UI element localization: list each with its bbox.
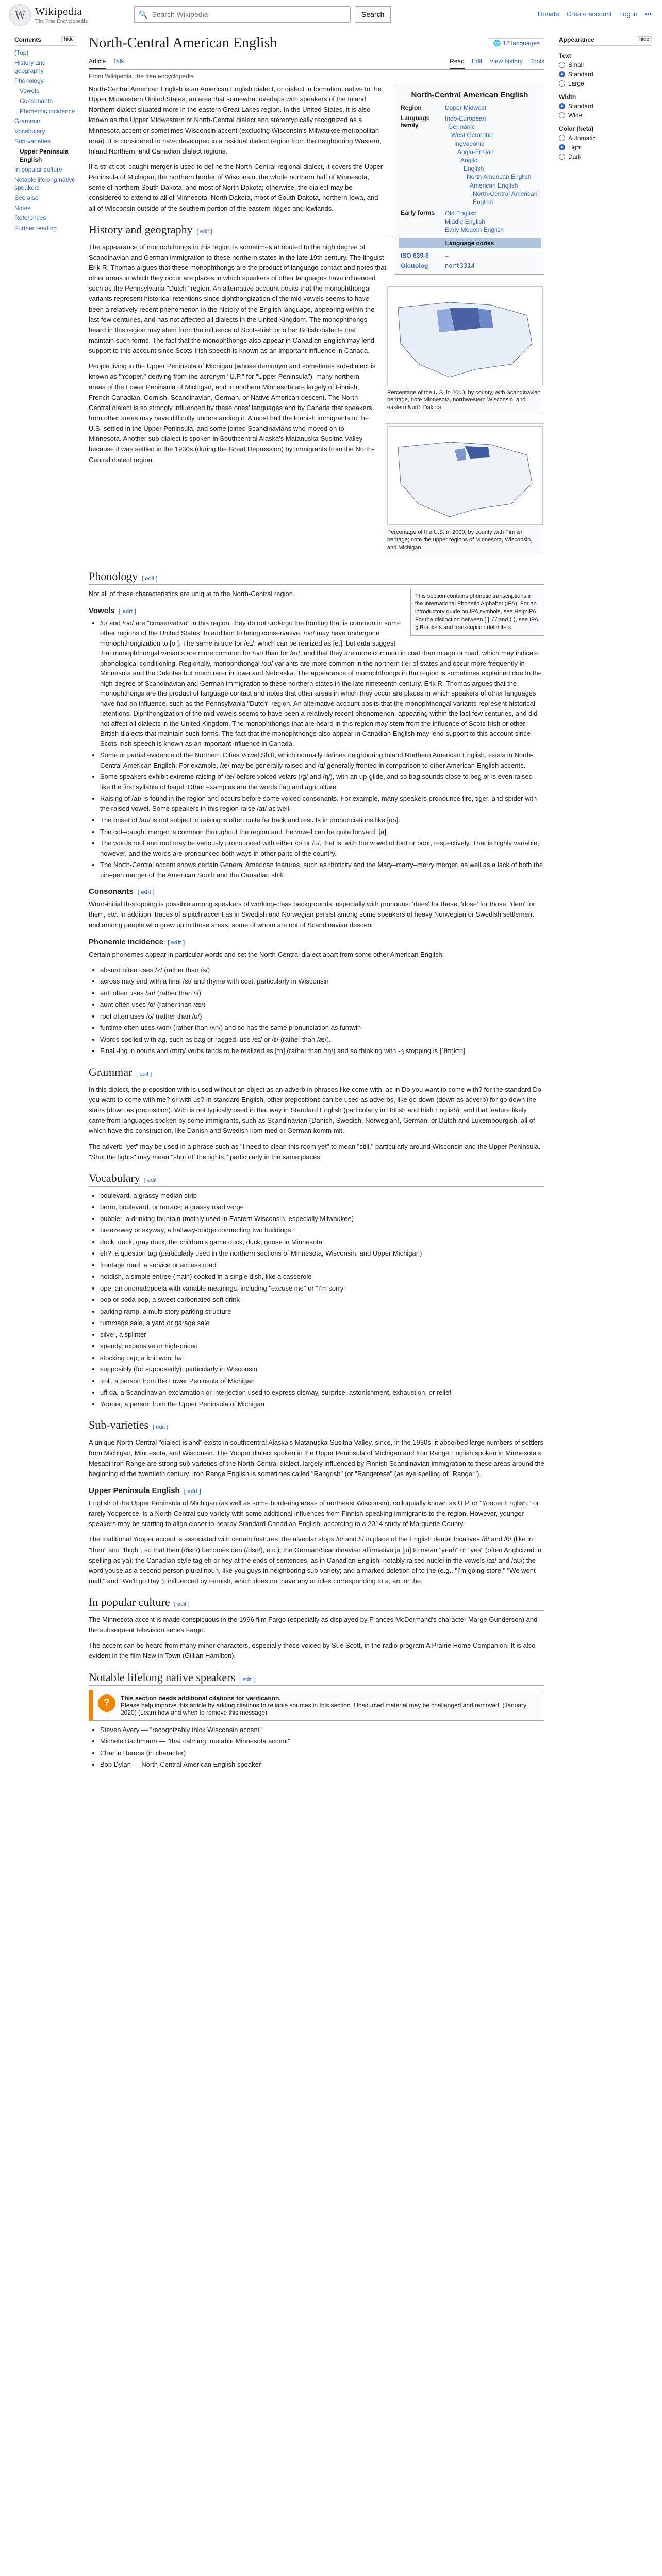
toc-item[interactable]: Consonants xyxy=(20,97,53,105)
section-heading xyxy=(89,1596,544,1611)
edit-section-link[interactable]: [ edit ] xyxy=(168,939,185,946)
history-paragraph: The appearance of monophthongs in this region is sometimes attributed to the high degree of Scandinavian and German immigration to these northern states in the late 19th century. The linguist Erik R. Thomas argues that these monophthongs are the product of language contact and notes that other areas in which they occur are places in which speakers of other languages have influenced such as the Pennsylvania "Dutch" region. An alternative account posits that the monophthongal variants represent historical retentions since diphthongization of the mid vowels seems to have been a relatively recent phenomenon in the history of the English language, appearing within the last few centuries, and has not affected all dialects in the United Kingdom. The monophthongs heard in this region may stem from the influence of Scots-Irish or other British dialects that maintain such forms. The fact that the monophthongs also appear in Canadian English may lend support to this account since Scots-Irish speech is known as an important influence in Canada. xyxy=(89,243,387,355)
edit-section-link[interactable]: [ edit ] xyxy=(174,1601,190,1608)
toc-item[interactable]: Sub-varieties xyxy=(14,138,51,145)
width-option-label: Standard xyxy=(568,103,593,110)
incidence-item: • absurd often uses /z/ (rather than /s/) xyxy=(100,965,544,975)
figure-caption: Percentage of the U.S. in 2000, by county, with Scandinavian heritage, note Minnesota, northwestern Wisconsin, and eastern North Dakota. xyxy=(387,389,541,411)
section-heading xyxy=(89,570,544,585)
table-of-contents xyxy=(14,36,76,234)
text-size-option[interactable] xyxy=(559,80,652,87)
vowel-item: • Some speakers exhibit extreme raising of /æ/ before voiced velars (/g/ and /ŋ/), with an up-glide, and so bag sounds close to beg or is even raised like the first syllable of bagel. Other examples are the words flag and agriculture. xyxy=(100,772,544,792)
toc-item[interactable]: Upper Peninsula English xyxy=(20,147,69,163)
width-option[interactable] xyxy=(559,112,652,119)
color-option[interactable] xyxy=(559,144,652,151)
vocabulary-item: • duck, duck, gray duck, the children's game duck, duck, goose in Minnesota xyxy=(100,1237,544,1247)
color-option[interactable] xyxy=(559,153,652,160)
toc-list xyxy=(14,49,76,232)
edit-section-link[interactable]: [ edit ] xyxy=(196,228,212,235)
section-heading xyxy=(89,1671,544,1686)
donate-link[interactable]: Donate xyxy=(537,10,559,18)
figure xyxy=(385,423,544,554)
width-option[interactable] xyxy=(559,103,652,110)
subsection-heading xyxy=(89,938,544,946)
infobox-family-root[interactable]: Indo-European xyxy=(445,115,486,122)
languages-button[interactable] xyxy=(489,38,544,48)
user-links xyxy=(538,10,652,18)
width-label: Width xyxy=(559,93,576,100)
incidence-item: • Words spelled with ag, such as bag or ragged, use /eɪ/ or /ɛ/ (rather than /æ/). xyxy=(100,1035,544,1045)
toc-item[interactable]: Phonology xyxy=(14,77,44,84)
infobox-family-node[interactable]: Ingvaeonic xyxy=(454,140,485,147)
infobox-early-forms xyxy=(443,208,541,236)
search-box xyxy=(134,6,351,23)
infobox-family-node[interactable]: Anglic xyxy=(460,156,477,164)
article-body xyxy=(89,84,544,1770)
infobox xyxy=(395,84,544,275)
speaker-item: • Michele Bachmann — "that calming, mutable Minnesota accent" xyxy=(100,1736,544,1747)
tab-view-history[interactable]: View history xyxy=(489,58,523,65)
radio-icon[interactable] xyxy=(559,103,565,109)
figure-caption: Percentage of the U.S. in 2000, by county with Finnish heritage; note the upper regions of Minnesota, Wisconsin, and Michigan. xyxy=(387,529,533,551)
edit-section-link[interactable]: [ edit ] xyxy=(142,575,158,582)
color-option[interactable] xyxy=(559,134,652,142)
tab-edit[interactable]: Edit xyxy=(471,58,483,65)
speaker-item: • Steven Avery — "recognizably thick Wisconsin accent" xyxy=(100,1725,544,1735)
search-button[interactable]: Search xyxy=(355,6,391,23)
infobox-family-node[interactable]: Anglo-Frisian xyxy=(457,148,494,156)
vocabulary-item: • supposibly (for supposedly), particularly in Wisconsin xyxy=(100,1364,544,1375)
speaker-list xyxy=(89,1725,544,1770)
section-title: Notable lifelong native speakers xyxy=(89,1670,236,1684)
width-option-label: Wide xyxy=(568,112,583,119)
radio-icon[interactable] xyxy=(559,62,565,68)
edit-section-link[interactable]: [ edit ] xyxy=(136,1071,152,1077)
section-title: Vocabulary xyxy=(89,1171,140,1184)
vocabulary-item: • troll, a person from the Lower Peninsula of Michigan xyxy=(100,1376,544,1386)
toc-item[interactable]: In popular culture xyxy=(14,166,62,174)
text-size-option[interactable] xyxy=(559,71,652,78)
infobox-family-tree xyxy=(443,113,541,208)
vocabulary-list xyxy=(89,1191,544,1410)
color-option-label: Dark xyxy=(568,153,582,160)
text-size-label: Text xyxy=(559,52,571,59)
more-icon[interactable]: ••• xyxy=(644,10,652,18)
grammar-paragraph: In this dialect, the preposition with is used without an object as an adverb in phrases like come with, as in Do you want to come with? for the standard Do you want to come with me? or with us? In standard English, other prepositions can be used as adverbs, like go down (down as adverb) for go down the stairs (down as preposition). With is not typically used in that way in Standard English (particularly in British and Irish English), and that feature likely came from languages spoken by some immigrants, such as Scandinavian (Danish, Swedish, Norwegian), German, or Dutch and Luxembourgish, all of which have the construction, like Danish and Swedish kom med or German komm mit. xyxy=(89,1085,541,1135)
color-option-label: Automatic xyxy=(568,134,596,142)
toc-item[interactable]: Phonemic incidence xyxy=(20,107,75,115)
incidence-item: • across may end with a final /st/ and rhyme with cost, particularly in Wisconsin xyxy=(100,976,544,987)
appearance-panel xyxy=(559,36,652,162)
article xyxy=(89,35,544,1775)
infobox-region-value[interactable]: Upper Midwest xyxy=(445,104,487,111)
vocabulary-item: • hotdish, a simple entree (main) cooked in a single dish, like a casserole xyxy=(100,1272,544,1282)
figure xyxy=(385,284,544,415)
history-paragraph: People living in the Upper Peninsula of Michigan (whose demonym and sometimes sub-dialect is known as "Yooper," deriving from the acronym "U.P." for "Upper Peninsula"), many northern areas of the Lower Peninsula of Michigan, and in northern Minnesota are largely of Finnish, French Canadian, Cornish, Scandinavian, German, or Native American descent. The North-Central dialect is so strongly influenced by these ones' languages and by Canada that speakers from other areas may have difficulty understanding it. Almost half the Finnish immigrants to the U.S. settled in the Upper Peninsula, and some joined Scandinavians who moved on to Minnesota. Another sub-dialect is spoken in Southcentral Alaska's Matanuska-Susitna Valley because it was settled in the 1930s (during the Great Depression) by immigrants from the North-Central dialect region. xyxy=(89,362,376,464)
tab-read[interactable]: Read xyxy=(450,55,465,69)
radio-icon[interactable] xyxy=(559,154,565,160)
ipa-notice: This section contains phonetic transcriptions in the International Phonetic Alphabet (IPA). For an introductory guide on IPA symbols, see Help:IPA. For the distinction between [ ], / / and ⟨ ⟩, see IPA § Brackets and transcription delimiters. xyxy=(410,589,544,636)
up-paragraph: English of the Upper Peninsula of Michigan (as well as some bordering areas of northeast Wisconsin), colloquially known as U.P. or "Yooper English," or rarely Yooperese, is a North-Central sub-variety with some additional influences from Finnish-speaking immigrants to the region. However, younger speakers may be starting to align closer to nearby Standard Canadian English, according to a 2014 study of Marquette County. xyxy=(89,1499,539,1528)
infobox-glottolog-value[interactable]: nort3314 xyxy=(445,262,475,269)
radio-icon[interactable] xyxy=(559,135,565,141)
radio-icon[interactable] xyxy=(559,144,565,150)
incidence-item: • roof often uses /ʊ/ (rather than /u/) xyxy=(100,1011,544,1022)
consonants-paragraph: Word-initial th-stopping is possible among speakers of working-class backgrounds, especially with pronouns: 'dees' for these, 'dose' for those, 'dem' for them, etc. In addition, traces of a pitch accent as in Swedish and Norwegian persist among some speakers of heavy Norwegian or Swedish settlement and among people who grew up in those areas, some of whom are not of Scandinavian descent. xyxy=(89,900,535,929)
infobox-family-node[interactable]: North American English xyxy=(467,173,532,181)
infobox-family-node[interactable]: English xyxy=(464,165,484,173)
vowel-list xyxy=(89,618,544,880)
edit-section-link[interactable]: [ edit ] xyxy=(119,608,136,615)
tab-article[interactable]: Article xyxy=(89,55,106,69)
toc-item[interactable]: Further reading xyxy=(14,224,57,232)
toc-item[interactable]: Vowels xyxy=(20,87,40,95)
infobox-region-label: Region xyxy=(401,104,422,111)
phonology-intro: Not all of these characteristics are unique to the North-Central region. xyxy=(89,589,295,598)
subsection-title: Vowels xyxy=(89,606,115,615)
infobox-family-label: Language family xyxy=(401,114,430,129)
color-option-label: Light xyxy=(568,144,582,151)
subsection-heading xyxy=(89,1486,544,1495)
intro-paragraph: North-Central American English is an American English dialect, or dialect in formation, native to the Upper Midwestern United States, an area that somewhat overlaps with speakers of the Inland Northern dialect situated more in the eastern Great Lakes region. In the United States, it is also known as the Upper Midwestern or North-Central dialect and stereotypically recognized as a Minnesota accent or sometimes Wisconsin accent (excluding Wisconsin's Milwaukee metropolitan area). It is considered to have developed in a residual dialect region from the neighboring Western, Inland Northern, and Canadian dialect regions. xyxy=(89,85,382,155)
vocabulary-item: • boulevard, a grassy median strip xyxy=(100,1191,544,1201)
infobox-family-node[interactable]: West Germanic xyxy=(451,131,494,139)
speaker-item: • Bob Dylan — North-Central American English speaker xyxy=(100,1759,544,1770)
infobox-early-form[interactable]: Early Modern English xyxy=(445,226,504,234)
from-wikipedia: From Wikipedia, the free encyclopedia xyxy=(89,73,194,80)
text-size-option-label: Small xyxy=(568,61,584,69)
toc-item[interactable]: Grammar xyxy=(14,117,41,125)
infobox-iso-label[interactable]: ISO 639-3 xyxy=(401,251,429,259)
incidence-list xyxy=(89,965,544,1056)
infobox-early-form[interactable]: Middle English xyxy=(445,218,486,226)
tagline: The Free Encyclopedia xyxy=(35,18,88,24)
wordmark: Wikipedia xyxy=(35,6,82,18)
vowel-item: • The onset of /aʊ/ is not subject to raising is often quite far back and results in pronunciations like [ɑʊ]. xyxy=(100,815,544,825)
infobox-glottolog-label[interactable]: Glottolog xyxy=(401,262,428,269)
intro-paragraph: If a strict cot–caught merger is used to define the North-Central regional dialect, it covers the Upper Peninsula of Michigan, the northern border of Wisconsin, the whole northern half of Minnesota, some of northern South Dakota, and most of North Dakota; otherwise, the dialect may be considered to extend to all of Minnesota, North Dakota, most of South Dakota, northern Iowa, and all of Wisconsin outside of the southern portion of the eastern ridges and lowlands. xyxy=(89,162,383,212)
section-heading xyxy=(89,1065,544,1080)
incidence-item: • anti often uses /aɪ/ (rather than /i/) xyxy=(100,988,544,998)
tab-tools[interactable]: Tools xyxy=(529,58,544,65)
vocabulary-item: • ope, an onomatopoeia with variable meanings, including "excuse me" or "I'm sorry" xyxy=(100,1283,544,1294)
section-title: Sub-varieties xyxy=(89,1418,149,1432)
vocabulary-item: • berm, boulevard, or terrace; a grassy road verge xyxy=(100,1202,544,1212)
page-tabs xyxy=(89,55,544,70)
section-heading xyxy=(89,1172,544,1187)
vocabulary-item: • pop or soda pop, a sweet carbonated soft drink xyxy=(100,1295,544,1305)
vowel-item: • The North-Central accent shows certain General American features, such as rhoticity and the Mary–marry–merry merger, as well as a lack of both the pin–pen merger of the American South and the Canadian shift. xyxy=(100,860,544,880)
radio-icon[interactable] xyxy=(559,112,565,118)
section-heading xyxy=(89,1418,544,1433)
incidence-intro: Certain phonemes appear in particular words and set the North-Central dialect apart from some other American English: xyxy=(89,950,444,958)
vocabulary-item: • parking ramp, a multi-story parking structure xyxy=(100,1307,544,1317)
vocabulary-item: • spendy, expensive or high-priced xyxy=(100,1341,544,1351)
infobox-early-form[interactable]: Old English xyxy=(445,210,477,217)
text-size-options xyxy=(559,61,652,87)
grammar-paragraph: The adverb "yet" may be used in a phrase such as "I need to clean this room yet" to mean "still," particularly around Wisconsin and the Upper Peninsula. "Shut the lights" may mean "shut off the lights," particularly in the same places. xyxy=(89,1142,541,1161)
text-size-option-label: Large xyxy=(568,80,584,87)
vocabulary-item: • rummage sale, a yard or garage sale xyxy=(100,1318,544,1328)
subvarieties-intro: A unique North-Central "dialect island" exists in southcentral Alaska's Matanuska-Susitna Valley, since, in the 1930s, it absorbed large numbers of settlers from Michigan, Minnesota, and Wisconsin. The Yooper dialect spoken in the Upper Peninsula of Michigan and Iron Range English spoken in Minnesota's Mesabi Iron Range are strong sub-varieties of the North-Central dialect, largely influenced by Finnish Scandinavian immigration to these areas around the beginning of the twentieth century. Iron Range English is sometimes called "Rangrish" (or "Rangerese" (as eye spelling of "Ranger"). xyxy=(89,1438,544,1478)
page-title: North-Central American English xyxy=(89,35,277,51)
infobox-family-node[interactable]: North-Central American English xyxy=(473,190,538,206)
ambox-text: Please help improve this article by adding citations to reliable sources in this section. Unsourced material may be challenged and removed. (January 2020) (Learn how and when to remove this message) xyxy=(121,1701,527,1716)
vocabulary-item: • bubbler, a drinking fountain (mainly used in Eastern Wisconsin, especially Milwaukee) xyxy=(100,1214,544,1224)
infobox-iso-value: – xyxy=(445,251,449,259)
vowel-item: • Raising of /aɪ/ is found in the region and occurs before some voiced consonants. For example, many speakers pronounce fire, tiger, and spider with the raised vowel. Some speakers in this region raise /aɪ/ as well. xyxy=(100,793,544,814)
text-size-option-label: Standard xyxy=(568,71,593,78)
color-options xyxy=(559,134,652,160)
edit-section-link[interactable]: [ edit ] xyxy=(184,1488,201,1495)
infobox-codes-band: Language codes xyxy=(399,238,541,248)
create-account-link[interactable]: Create account xyxy=(566,10,612,18)
width-options xyxy=(559,103,652,119)
vowel-item: • The words roof and root may be variously pronounced with either /ʊ/ or /u/, that is, with the vowel of foot or boot, respectively. That is highly variable, however, and the words are pronounced both ways in other parts of the country. xyxy=(100,838,544,858)
vowel-item: • The cot–caught merger is common throughout the region and the vowel can be quite forward: [a]. xyxy=(100,827,544,837)
toc-hide-button[interactable]: hide xyxy=(61,36,76,43)
appearance-hide-button[interactable]: hide xyxy=(637,36,652,43)
toc-item[interactable]: See also xyxy=(14,194,39,201)
up-paragraph: The traditional Yooper accent is associated with certain features: the alveolar stops /d/ and /t/ in place of the English dental fricatives /ð/ and /θ/ (like in "then" and "thigh", so that then (/ðɛn/) becomes den (/dɛn/), etc.); the German/Scandinavian affirmative ja [jɑ] to mean "yeah" or "yes" (often Anglicized in spelling as ya); the Canadian-style tag eh or hey at the ends of sentences, as in Canadian English; notably raised nuclei in the vowels /aɪ/ and /aʊ/; the word youse as a second-person plural noun, like you guys in neighboring sub-variety; and a marked deletion of to the (e.g., "I'm going store," "We went mall," and "We'll go Bay"), influenced by Finnish, which does not have any articles corresponding to a, an, or the. xyxy=(89,1535,542,1585)
section-title: Grammar xyxy=(89,1065,133,1078)
speaker-item: • Charlie Berens (in character) xyxy=(100,1748,544,1758)
infobox-family-node[interactable]: Germanic xyxy=(448,123,475,131)
us-map-scandinavian xyxy=(387,286,543,385)
vocabulary-item: • uff da, a Scandinavian exclamation or interjection used to express dismay, surprise, astonishment, exhaustion, or relief xyxy=(100,1387,544,1398)
subsection-title: Phonemic incidence xyxy=(89,937,164,946)
vowel-item: • Some or partial evidence of the Northern Cities Vowel Shift, which normally defines neighboring Inland Northern American English, exists in North-Central American English. For example, /æ/ may be generally raised and /ɑ/ generally fronted in comparison to other American English accents. xyxy=(100,750,544,770)
infobox-title: North-Central American English xyxy=(411,91,528,99)
vocabulary-item: • silver, a splinter xyxy=(100,1330,544,1340)
wikipedia-logo[interactable] xyxy=(9,4,88,26)
subsection-title: Upper Peninsula English xyxy=(89,1486,180,1495)
us-map-finnish xyxy=(387,426,543,525)
edit-section-link[interactable]: [ edit ] xyxy=(144,1177,160,1183)
toc-item[interactable]: (Top) xyxy=(14,49,29,56)
incidence-item: • aunt often uses /ɑ/ (rather than /æ/) xyxy=(100,999,544,1010)
vocabulary-item: • breezeway or skyway, a hallway-bridge connecting two buildings xyxy=(100,1225,544,1235)
section-title: History and geography xyxy=(89,223,193,236)
subsection-title: Consonants xyxy=(89,887,134,896)
warning-icon: ? xyxy=(98,1694,115,1712)
radio-icon[interactable] xyxy=(559,71,565,77)
appearance-title: Appearance xyxy=(559,36,594,43)
site-header xyxy=(0,0,662,30)
toc-item[interactable]: History and geography xyxy=(14,59,46,75)
section-title: In popular culture xyxy=(89,1596,170,1609)
subsection-heading xyxy=(89,887,544,896)
toc-item[interactable]: Notable lifelong native speakers xyxy=(14,176,76,192)
edit-section-link[interactable]: [ edit ] xyxy=(239,1676,255,1683)
incidence-item: • Final -ing in nouns and /ɪnɪŋ/ verbs tends to be realized as [ɪn] (rather than /ɪŋ/) and so thinking with -ŋ stopping is [ˈθɪŋkɪn] xyxy=(100,1046,544,1056)
popular-paragraph: The Minnesota accent is made conspicuous in the 1996 film Fargo (especially as displayed by Frances McDormand's character Marge Gunderson) and the subsequent television series Fargo. xyxy=(89,1616,538,1634)
vocabulary-item: • Yooper, a person from the Upper Peninsula of Michigan xyxy=(100,1399,544,1410)
infobox-family-node[interactable]: American English xyxy=(470,181,518,189)
translate-icon: 🌐 xyxy=(493,40,501,47)
tab-talk[interactable]: Talk xyxy=(113,58,124,65)
vocabulary-item: • eh?, a question tag (particularly used in the northern sections of Minnesota, Wisconsin, and Upper Michigan) xyxy=(100,1248,544,1259)
text-size-option[interactable] xyxy=(559,61,652,69)
languages-label: 12 languages xyxy=(502,40,540,47)
vocabulary-item: • frontage road, a service or access road xyxy=(100,1260,544,1270)
citation-notice xyxy=(89,1690,544,1721)
search-input[interactable] xyxy=(151,10,346,19)
ambox-title: This section needs additional citations for verification. xyxy=(121,1694,281,1702)
search-icon: 🔍 xyxy=(139,10,148,19)
popular-paragraph: The accent can be heard from many minor characters, especially those voiced by Sue Scott, in the radio program A Prairie Home Companion. It is also evident in the film New in Town (Gillian Hamilton). xyxy=(89,1641,536,1660)
toc-title: Contents xyxy=(14,36,41,43)
radio-icon[interactable] xyxy=(559,80,565,87)
infobox-early-forms-label: Early forms xyxy=(401,209,435,217)
incidence-item: • funtime often uses /wɪn/ (rather than /ʌn/) and so has the same pronunciation as funtwin xyxy=(100,1023,544,1033)
toc-item[interactable]: Notes xyxy=(14,204,31,212)
globe-icon: W xyxy=(9,4,31,26)
toc-item[interactable]: Vocabulary xyxy=(14,127,45,135)
edit-section-link[interactable]: [ edit ] xyxy=(153,1424,169,1431)
login-link[interactable]: Log in xyxy=(619,10,638,18)
edit-section-link[interactable]: [ edit ] xyxy=(137,889,155,896)
section-title: Phonology xyxy=(89,569,138,583)
color-label: Color (beta) xyxy=(559,125,594,132)
vowel-item: • /u/ and /oʊ/ are "conservative" in this region: they do not undergo the fronting that is common in some other regions of the United States. In addition to being conservative, /oʊ/ may have undergone monophthongization to [oː]. The same is true for /eɪ/, which can be realized as [eː], but data suggest that monophthongal variants are more common for /oʊ/ than for /eɪ/, and that they are more common in coat than in ago or road, which may indicate phonological conditioning. Regionally, monophthongal /oʊ/ variants are more common in the northern tier of states and occur more frequently in Minnesota and the Dakotas but much rarer in Iowa and Nebraska. The appearance of monophthongs in the region is sometimes explained due to the high degree of Scandinavian and German immigration to these northern states in the late nineteenth century. Erik R. Thomas argues that the monophthongs are the product of language contact and notes that other areas in which they occur are places in which speakers of other languages have had an influence, such as the Pennsylvania "Dutch" region. An alternative account posits that the monophthongal variants represent historical retentions. Diphthongization of the mid vowels seems to have been a relatively recent phenomenon, appearing within the last few centuries, and did not affect all dialects in the United Kingdom. The monophthongs that are heard in this region may stem from the influence of Scots-Irish or other British dialects that maintain such forms. The fact that the monophthongs also appear in Canadian English may lend support to this account since Scots-Irish speech is known as an important influence in Canada. xyxy=(100,618,544,749)
toc-item[interactable]: References xyxy=(14,214,46,222)
vocabulary-item: • stocking cap, a knit wool hat xyxy=(100,1353,544,1363)
